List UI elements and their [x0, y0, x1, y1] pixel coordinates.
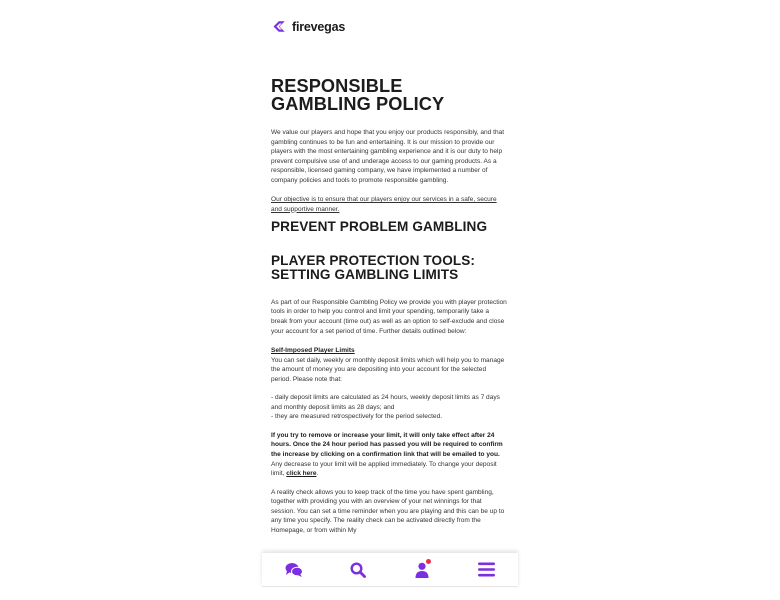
firevegas-logo-icon: [272, 19, 287, 34]
limits-paragraph: You can set daily, weekly or monthly deposit limits which will help you to manage the amount of money you are depositing into your account for the selected period. Please note that:: [271, 356, 505, 383]
note-item: - they are measured retrospectively for the period selected.: [271, 413, 443, 421]
change-deposit-limit-link[interactable]: click here: [286, 470, 317, 478]
account-button[interactable]: [407, 556, 437, 584]
brand-name: firevegas: [292, 19, 346, 34]
search-icon: [350, 562, 366, 578]
limits-notes: [271, 393, 507, 422]
warning-normal-text: Any decrease to your limit will be applied immediately. To change your deposit limit,: [271, 460, 497, 478]
menu-button[interactable]: [471, 556, 501, 584]
limit-change-warning: [271, 431, 507, 479]
note-item: - daily deposit limits are calculated as 24 hours, weekly deposit limits as 7 days and monthly deposit limits as 28 days; and: [271, 394, 500, 411]
mobile-page: [262, 0, 518, 600]
chat-icon: [285, 562, 303, 578]
menu-icon: [478, 562, 495, 577]
intro-paragraph: We value our players and hope that you enjoy our products responsibly, and that gambling continues to be fun and entertaining. It is our mission to provide our players with the most entertaining gambling experience and it is our duty to help prevent compulsive use of and underage access to our gaming products. As a responsible, licensed gaming company, we have implemented a number of company policies and tools to promote responsible gambling.: [271, 129, 505, 184]
heading-prevent-problem-gambling: PREVENT PROBLEM GAMBLING: [271, 219, 488, 235]
limits-heading: Self-Imposed Player Limits: [271, 347, 355, 355]
objective-paragraph: Our objective is to ensure that our players enjoy our services in a safe, secure and supportive manner.: [271, 196, 497, 213]
page-title: RESPONSIBLE GAMBLING POLICY: [271, 76, 445, 114]
search-button[interactable]: [343, 556, 373, 584]
notification-badge: [426, 559, 431, 564]
bottom-navigation: [262, 553, 518, 587]
policy-content: [271, 78, 507, 535]
brand-logo[interactable]: [272, 19, 345, 34]
user-icon: [415, 562, 429, 578]
heading-player-protection-tools: PLAYER PROTECTION TOOLS: SETTING GAMBLING LIMITS: [271, 252, 476, 283]
warning-bold-text: If you try to remove or increase your limit, it will only take effect after 24 hours. Once the 24 hour period has passed you will be required to confirm the increase by clicking on a confirmation link that will be emailed to you.: [271, 431, 503, 458]
chat-button[interactable]: [279, 556, 309, 584]
reality-check-paragraph: A reality check allows you to keep track of the time you have spent gambling, together with providing you with an overview of your net winnings for that session. You can set a time reminder when you are playing and this can be up to any time you specify. The reality check can be activated directly from the Homepage, or from within My: [271, 488, 505, 534]
warning-end: .: [316, 470, 319, 478]
tools-intro-paragraph: As part of our Responsible Gambling Policy we provide you with player protection tools in order to help you control and limit your spending, temporarily take a break from your account (time out) as well as an option to self-exclude and close your account for a set period of time. Further details outlined below:: [271, 298, 507, 335]
